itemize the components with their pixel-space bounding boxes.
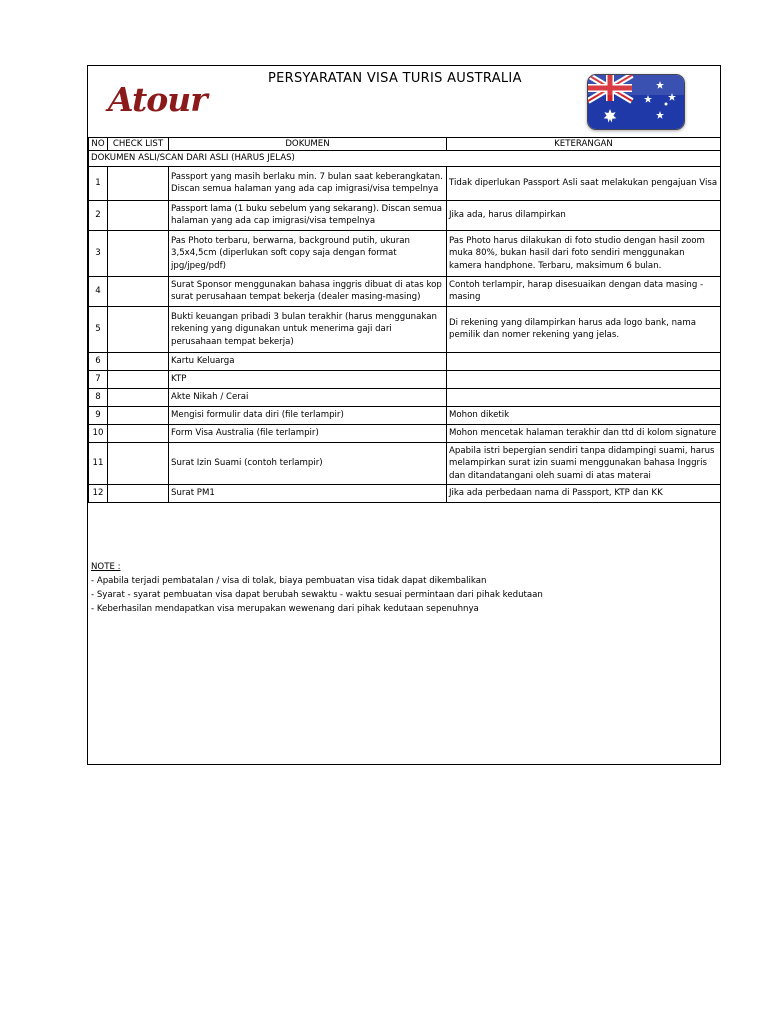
table-row — [89, 200, 721, 230]
row-number: 8 — [89, 388, 108, 406]
column-header-dokumen: DOKUMEN — [169, 138, 447, 151]
row-number: 7 — [89, 370, 108, 388]
table-row — [89, 424, 721, 442]
keterangan-cell: Jika ada, harus dilampirkan — [447, 200, 721, 230]
table-row — [89, 370, 721, 388]
row-number: 5 — [89, 306, 108, 352]
note-item: - Syarat - syarat pembuatan visa dapat berubah sewaktu - waktu sesuai permintaan dari pihak kedutaan — [91, 590, 543, 600]
table-row — [89, 230, 721, 276]
column-header-keterangan: KETERANGAN — [447, 138, 721, 151]
table-row — [89, 406, 721, 424]
column-header-checklist: CHECK LIST — [108, 138, 169, 151]
checklist-cell[interactable] — [108, 442, 169, 484]
row-number: 10 — [89, 424, 108, 442]
dokumen-cell: Surat Sponsor menggunakan bahasa inggris dibuat di atas kop surat perusahaan tempat bekerja (dealer masing-masing) — [169, 276, 447, 306]
keterangan-cell — [447, 352, 721, 370]
table-row — [89, 306, 721, 352]
keterangan-cell: Mohon diketik — [447, 406, 721, 424]
document-frame — [87, 65, 721, 765]
keterangan-cell: Apabila istri bepergian sendiri tanpa didampingi suami, harus melampirkan surat izin suami menggunakan bahasa Inggris dan ditandatangani oleh suami di atas materai — [447, 442, 721, 484]
checklist-cell[interactable] — [108, 166, 169, 200]
dokumen-cell: Surat PM1 — [169, 484, 447, 502]
keterangan-cell — [447, 388, 721, 406]
keterangan-cell: Jika ada perbedaan nama di Passport, KTP dan KK — [447, 484, 721, 502]
table-row — [89, 352, 721, 370]
requirements-table — [88, 137, 721, 503]
checklist-cell[interactable] — [108, 200, 169, 230]
checklist-cell[interactable] — [108, 424, 169, 442]
checklist-cell[interactable] — [108, 352, 169, 370]
row-number: 2 — [89, 200, 108, 230]
atour-logo: Atour — [108, 80, 207, 119]
row-number: 6 — [89, 352, 108, 370]
checklist-cell[interactable] — [108, 370, 169, 388]
australia-flag-icon — [587, 74, 685, 130]
dokumen-cell: Passport yang masih berlaku min. 7 bulan saat keberangkatan. Discan semua halaman yang ada cap imigrasi/visa tempelnya — [169, 166, 447, 200]
section-row — [89, 151, 721, 166]
dokumen-cell: KTP — [169, 370, 447, 388]
dokumen-cell: Akte Nikah / Cerai — [169, 388, 447, 406]
notes-section — [91, 560, 543, 616]
table-row — [89, 388, 721, 406]
row-number: 3 — [89, 230, 108, 276]
row-number: 12 — [89, 484, 108, 502]
row-number: 4 — [89, 276, 108, 306]
dokumen-cell: Surat Izin Suami (contoh terlampir) — [169, 442, 447, 484]
checklist-cell[interactable] — [108, 406, 169, 424]
dokumen-cell: Bukti keuangan pribadi 3 bulan terakhir (harus menggunakan rekening yang digunakan untuk menerima gaji dari perusahaan tempat bekerja) — [169, 306, 447, 352]
checklist-cell[interactable] — [108, 276, 169, 306]
checklist-cell[interactable] — [108, 230, 169, 276]
dokumen-cell: Mengisi formulir data diri (file terlampir) — [169, 406, 447, 424]
dokumen-cell: Form Visa Australia (file terlampir) — [169, 424, 447, 442]
table-row — [89, 276, 721, 306]
note-item: - Apabila terjadi pembatalan / visa di tolak, biaya pembuatan visa tidak dapat dikembalikan — [91, 576, 487, 586]
keterangan-cell: Mohon mencetak halaman terakhir dan ttd di kolom signature — [447, 424, 721, 442]
notes-title: NOTE : — [91, 562, 121, 572]
dokumen-cell: Passport lama (1 buku sebelum yang sekarang). Discan semua halaman yang ada cap imigrasi/visa tempelnya — [169, 200, 447, 230]
row-number: 9 — [89, 406, 108, 424]
note-item: - Keberhasilan mendapatkan visa merupakan wewenang dari pihak kedutaan sepenuhnya — [91, 604, 479, 614]
dokumen-cell: Pas Photo terbaru, berwarna, background putih, ukuran 3,5x4,5cm (diperlukan soft copy saja dengan format jpg/jpeg/pdf) — [169, 230, 447, 276]
section-label: DOKUMEN ASLI/SCAN DARI ASLI (HARUS JELAS) — [89, 151, 721, 166]
table-row — [89, 166, 721, 200]
table-header-row — [89, 138, 721, 151]
table-row — [89, 442, 721, 484]
checklist-cell[interactable] — [108, 484, 169, 502]
keterangan-cell: Di rekening yang dilampirkan harus ada logo bank, nama pemilik dan nomer rekening yang jelas. — [447, 306, 721, 352]
row-number: 1 — [89, 166, 108, 200]
page-title: PERSYARATAN VISA TURIS AUSTRALIA — [268, 71, 522, 86]
checklist-cell[interactable] — [108, 306, 169, 352]
table-row — [89, 484, 721, 502]
keterangan-cell: Tidak diperlukan Passport Asli saat melakukan pengajuan Visa — [447, 166, 721, 200]
checklist-cell[interactable] — [108, 388, 169, 406]
keterangan-cell: Contoh terlampir, harap disesuaikan dengan data masing - masing — [447, 276, 721, 306]
row-number: 11 — [89, 442, 108, 484]
column-header-no: NO — [89, 138, 108, 151]
keterangan-cell: Pas Photo harus dilakukan di foto studio dengan hasil zoom muka 80%, bukan hasil dari foto sendiri menggunakan kamera handphone. Terbaru, maksimum 6 bulan. — [447, 230, 721, 276]
dokumen-cell: Kartu Keluarga — [169, 352, 447, 370]
keterangan-cell — [447, 370, 721, 388]
